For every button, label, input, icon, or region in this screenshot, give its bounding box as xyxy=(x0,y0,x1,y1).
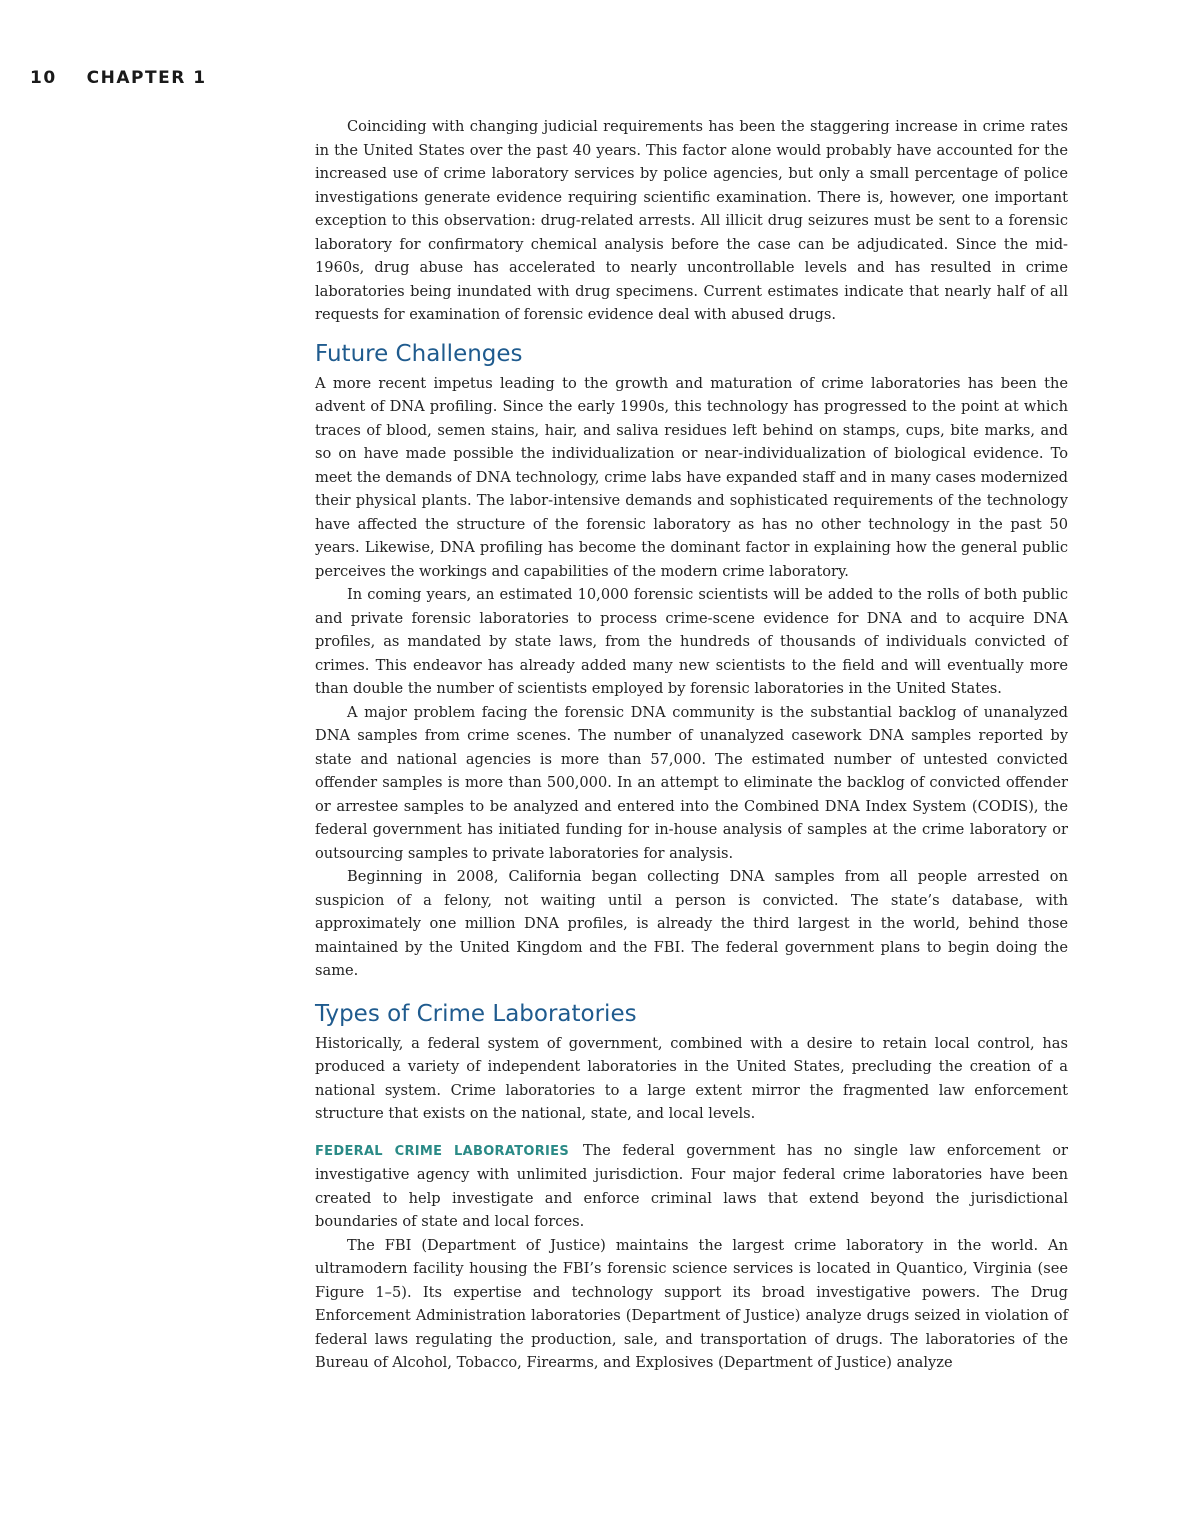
paragraph-federal-labs xyxy=(315,1139,1068,1234)
chapter-label: CHAPTER 1 xyxy=(86,68,207,88)
paragraph-forensic-scientists: In coming years, an estimated 10,000 forensic scientists will be added to the rolls of both public and private forensic laboratories to process crime-scene evidence for DNA and to acquire DNA profiles, as mandated by state laws, from the hundreds of thousands of individuals convicted of crimes. This endeavor has already added many new scientists to the field and will eventually more than double the number of scientists employed by forensic laboratories in the United States. xyxy=(315,586,1068,697)
subsection-label-federal: FEDERAL CRIME LABORATORIES xyxy=(315,1143,570,1159)
section-heading-future-challenges: Future Challenges xyxy=(315,340,523,367)
paragraph-crime-rates: Coinciding with changing judicial requirements has been the staggering increase in crime rates in the United States over the past 40 years. This factor alone would probably have accounted for the increased use of crime laboratory services by police agencies, but only a small percentage of police investigations generate evidence requiring scientific examination. There is, however, one important exception to this observation: drug-related arrests. All illicit drug seizures must be sent to a forensic laboratory for confirmatory chemical analysis before the case can be adjudicated. Since the mid-1960s, drug abuse has accelerated to nearly uncontrollable levels and has resulted in crime laboratories being inundated with drug specimens. Current estimates indicate that nearly half of all requests for examination of forensic evidence deal with abused drugs. xyxy=(315,118,1068,323)
paragraph-dna-profiling: A more recent impetus leading to the growth and maturation of crime laboratories has been the advent of DNA profiling. Since the early 1990s, this technology has progressed to the point at which traces of blood, semen stains, hair, and saliva residues left behind on stamps, cups, bite marks, and so on have made possible the individualization or near-individualization of biological evidence. To meet the demands of DNA technology, crime labs have expanded staff and in many cases modernized their physical plants. The labor-intensive demands and sophisticated requirements of the technology have affected the structure of the forensic laboratory as has no other technology in the past 50 years. Likewise, DNA profiling has become the dominant factor in explaining how the general public perceives the workings and capabilities of the modern crime laboratory. xyxy=(315,374,1068,580)
paragraph-federal-labs-text: The federal government has no single law enforcement or investigative agency with unlimited jurisdiction. Four major federal crime laboratories have been created to help investigate and enforce criminal laws that extend beyond the jurisdictional boundaries of state and local forces. xyxy=(315,1141,1068,1230)
paragraph-california: Beginning in 2008, California began collecting DNA samples from all people arrested on suspicion of a felony, not waiting until a person is convicted. The state’s database, with approximately one million DNA profiles, is already the third largest in the world, behind those maintained by the United Kingdom and the FBI. The federal government plans to begin doing the same. xyxy=(315,868,1068,979)
paragraph-historically: Historically, a federal system of government, combined with a desire to retain local control, has produced a variety of independent laboratories in the United States, precluding the creation of a national system. Crime laboratories to a large extent mirror the fragmented law enforcement structure that exists on the national, state, and local levels. xyxy=(315,1034,1068,1122)
paragraph-fbi: The FBI (Department of Justice) maintains the largest crime laboratory in the world. An ultramodern facility housing the FBI’s forensic science services is located in Quantico, Virginia (see Figure 1–5). Its expertise and technology support its broad investigative powers. The Drug Enforcement Administration laboratories (Department of Justice) analyze drugs seized in violation of federal laws regulating the production, sale, and transportation of drugs. The laboratories of the Bureau of Alcohol, Tobacco, Firearms, and Explosives (Department of Justice) analyze xyxy=(315,1236,1068,1371)
body-text xyxy=(315,115,1068,1375)
page-number: 10 xyxy=(30,68,57,88)
paragraph-dna-backlog: A major problem facing the forensic DNA community is the substantial backlog of unanalyzed DNA samples from crime scenes. The number of unanalyzed casework DNA samples reported by state and national agencies is more than 57,000. The estimated number of untested convicted offender samples is more than 500,000. In an attempt to eliminate the backlog of convicted offender or arrestee samples to be analyzed and entered into the Combined DNA Index System (CODIS), the federal government has initiated funding for in-house analysis of samples at the crime laboratory or outsourcing samples to private laboratories for analysis. xyxy=(315,703,1068,862)
running-header xyxy=(30,68,207,88)
section-heading-types-of-labs: Types of Crime Laboratories xyxy=(315,1000,637,1027)
